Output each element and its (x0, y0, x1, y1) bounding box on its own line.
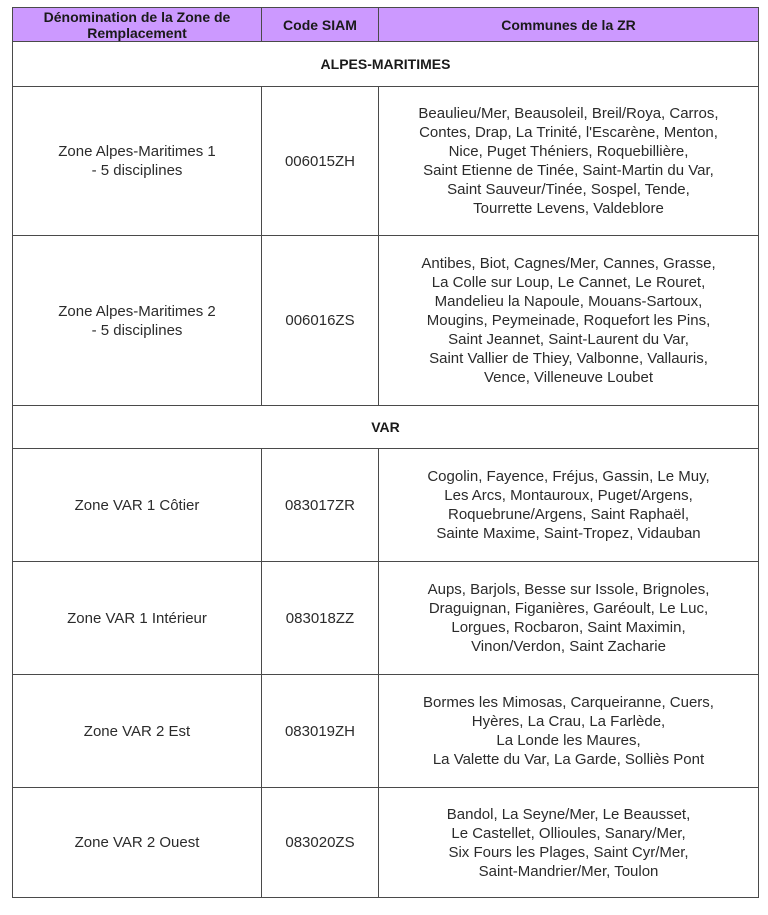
header-communes: Communes de la ZR (379, 8, 759, 42)
communes-line: Cogolin, Fayence, Fréjus, Gassin, Le Muy, (427, 468, 710, 485)
siam-code-cell: 006015ZH (262, 87, 379, 236)
communes-line: La Valette du Var, La Garde, Solliès Pont (432, 751, 705, 768)
communes-line: La Londe les Maures, (496, 732, 641, 749)
table-row (13, 236, 759, 406)
table-row (13, 675, 759, 788)
header-zone-name: Dénomination de la Zone de Remplacement (13, 8, 262, 42)
table-row (13, 449, 759, 562)
communes-line: Le Castellet, Ollioules, Sanary/Mer, (451, 824, 686, 842)
header-siam-code: Code SIAM (262, 8, 379, 42)
communes-line: Saint Jeannet, Saint-Laurent du Var, (448, 331, 689, 348)
zone-name-cell: Zone VAR 1 Intérieur (13, 562, 262, 675)
communes-cell (379, 562, 759, 675)
department-row (13, 42, 759, 87)
communes-line: Tourrette Levens, Valdeblore (473, 200, 664, 217)
communes-cell (379, 449, 759, 562)
communes-line: Saint Vallier de Thiey, Valbonne, Vallauris, (429, 350, 708, 367)
communes-line: Aups, Barjols, Besse sur Issole, Brignoles, (427, 581, 710, 598)
zone-name-line: - 5 disciplines (91, 321, 183, 339)
department-label: VAR (13, 406, 759, 449)
communes-line: Vinon/Verdon, Saint Zacharie (471, 638, 666, 655)
zone-name-line: - 5 disciplines (91, 162, 183, 179)
table-row (13, 788, 759, 898)
zone-name-line: Zone Alpes-Maritimes 2 (58, 302, 216, 320)
replacement-zones-table (12, 7, 759, 898)
communes-line: Nice, Puget Théniers, Roquebillière, (448, 143, 689, 160)
zone-name-cell (13, 87, 262, 236)
communes-line: Mandelieu la Napoule, Mouans-Sartoux, (434, 293, 703, 310)
communes-line: Hyères, La Crau, La Farlède, (471, 713, 666, 730)
communes-line: Bandol, La Seyne/Mer, Le Beausset, (446, 805, 691, 823)
communes-line: Vence, Villeneuve Loubet (483, 369, 654, 386)
department-row (13, 406, 759, 449)
communes-line: Bormes les Mimosas, Carqueiranne, Cuers, (423, 694, 714, 711)
communes-line: Six Fours les Plages, Saint Cyr/Mer, (448, 843, 689, 861)
siam-code-cell: 083018ZZ (262, 562, 379, 675)
communes-line: La Colle sur Loup, Le Cannet, Le Rouret, (431, 274, 706, 291)
communes-line: Sainte Maxime, Saint-Tropez, Vidauban (436, 525, 701, 542)
communes-line: Draguignan, Figanières, Garéoult, Le Luc, (428, 600, 709, 617)
communes-line: Lorgues, Rocbaron, Saint Maximin, (451, 619, 686, 636)
table-row (13, 87, 759, 236)
communes-line: Roquebrune/Argens, Saint Raphaël, (448, 506, 689, 523)
siam-code-cell: 083017ZR (262, 449, 379, 562)
siam-code-cell: 006016ZS (262, 236, 379, 406)
department-label: ALPES-MARITIMES (13, 42, 759, 87)
communes-line: Beaulieu/Mer, Beausoleil, Breil/Roya, Carros, (418, 105, 719, 122)
communes-cell (379, 675, 759, 788)
communes-line: Antibes, Biot, Cagnes/Mer, Cannes, Grasse, (421, 255, 716, 272)
communes-cell (379, 87, 759, 236)
table-row (13, 562, 759, 675)
communes-line: Les Arcs, Montauroux, Puget/Argens, (444, 487, 693, 504)
communes-line: Contes, Drap, La Trinité, l'Escarène, Menton, (419, 124, 718, 141)
siam-code-cell: 083019ZH (262, 675, 379, 788)
zone-name-cell: Zone VAR 1 Côtier (13, 449, 262, 562)
communes-line: Saint-Mandrier/Mer, Toulon (478, 862, 659, 880)
communes-cell (379, 788, 759, 898)
header-row (13, 8, 759, 42)
zone-name-cell (13, 236, 262, 406)
zone-name-line: Zone Alpes-Maritimes 1 (58, 143, 216, 160)
communes-cell (379, 236, 759, 406)
communes-line: Mougins, Peymeinade, Roquefort les Pins, (426, 312, 711, 329)
zone-name-cell: Zone VAR 2 Ouest (13, 788, 262, 898)
siam-code-cell: 083020ZS (262, 788, 379, 898)
zone-name-cell: Zone VAR 2 Est (13, 675, 262, 788)
communes-line: Saint Sauveur/Tinée, Sospel, Tende, (447, 181, 690, 198)
communes-line: Saint Etienne de Tinée, Saint-Martin du Var, (423, 162, 714, 179)
